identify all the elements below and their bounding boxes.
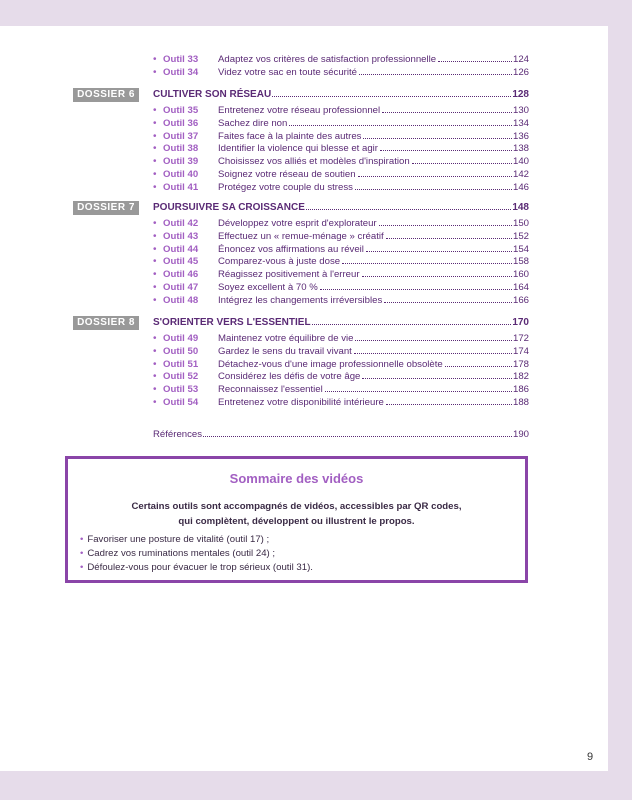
toc-entry[interactable] (0, 358, 608, 371)
toc-entry-line (218, 358, 529, 371)
dot-leader (355, 340, 512, 341)
tool-number: Outil 53 (163, 384, 199, 396)
tool-title: Sachez dire non (218, 117, 288, 129)
toc-entry-line (218, 53, 529, 66)
toc-entry-line (218, 104, 529, 117)
toc-entry[interactable] (0, 130, 608, 143)
toc-entry[interactable] (0, 383, 608, 396)
bullet-icon: • (153, 243, 157, 255)
dot-leader (412, 163, 512, 164)
page-ref: 182 (512, 371, 529, 383)
tool-number: Outil 43 (163, 230, 199, 242)
toc-entry[interactable] (0, 243, 608, 256)
tool-title: Intégrez les changements irréversibles (218, 294, 383, 306)
toc-entry[interactable] (0, 117, 608, 130)
dossier-label: DOSSIER 6 (73, 88, 139, 102)
dot-leader (386, 238, 512, 239)
references-title: Références (153, 429, 203, 440)
tool-title: Réagissez positivement à l'erreur (218, 269, 360, 281)
page-ref: 150 (512, 218, 529, 229)
tool-title: Choisissez vos alliés et modèles d'inspiration (218, 156, 410, 168)
bullet-icon: • (153, 66, 157, 78)
tool-title: Considérez les défis de votre âge (218, 371, 361, 383)
tool-number: Outil 35 (163, 105, 199, 116)
dossier-entry-line (153, 201, 529, 215)
tool-number: Outil 52 (163, 371, 199, 383)
page-ref: 142 (512, 169, 529, 180)
tool-number: Outil 54 (163, 397, 199, 408)
dot-leader (359, 74, 512, 75)
toc-entry-line (218, 396, 529, 409)
toc-entry[interactable] (0, 345, 608, 358)
video-list-item[interactable] (80, 533, 269, 546)
tool-title: Reconnaissez l'essentiel (218, 384, 323, 396)
dot-leader (272, 96, 511, 97)
dossier-header[interactable] (0, 315, 608, 331)
dossier-title: S'ORIENTER VERS L'ESSENTIEL (153, 317, 311, 328)
toc-entry-line (218, 383, 529, 396)
toc-entry-line (218, 230, 529, 243)
bullet-icon: • (153, 371, 157, 383)
toc-entry-line (218, 66, 529, 79)
bullet-icon: • (80, 562, 84, 573)
toc-entry-line (218, 268, 529, 281)
dot-leader (203, 436, 512, 437)
bullet-icon: • (153, 169, 157, 180)
page-ref: 126 (512, 66, 529, 78)
bullet-icon: • (153, 230, 157, 242)
dot-leader (306, 209, 511, 210)
bullet-icon: • (153, 181, 157, 193)
toc-entry-line (218, 370, 529, 383)
toc-entry-line (218, 155, 529, 168)
bullet-icon: • (80, 534, 84, 545)
page-ref: 164 (512, 282, 529, 293)
dot-leader (358, 176, 512, 177)
dot-leader (289, 125, 512, 126)
toc-entry-line (218, 168, 529, 181)
page-ref: 154 (512, 243, 529, 255)
dot-leader (342, 263, 512, 264)
bullet-icon: • (153, 384, 157, 396)
page-ref: 136 (512, 130, 529, 142)
bullet-icon: • (153, 269, 157, 281)
tool-number: Outil 37 (163, 130, 199, 142)
toc-entry[interactable] (0, 66, 608, 79)
references-entry[interactable] (153, 428, 529, 441)
video-intro-line-2: qui complètent, développent ou illustrent le propos. (178, 516, 415, 527)
dot-leader (362, 276, 512, 277)
tool-title: Adaptez vos critères de satisfaction professionnelle (218, 54, 437, 65)
page-ref: 138 (512, 143, 529, 155)
tool-number: Outil 39 (163, 156, 199, 168)
dot-leader (366, 251, 512, 252)
dossier-page: 170 (512, 317, 529, 328)
dossier-page: 128 (512, 89, 529, 100)
toc-entry-line (218, 217, 529, 230)
bullet-icon: • (153, 156, 157, 168)
dot-leader (363, 138, 512, 139)
bullet-icon: • (80, 548, 84, 559)
dot-leader (379, 225, 512, 226)
bullet-icon: • (153, 397, 157, 408)
toc-entry[interactable] (0, 294, 608, 307)
page-ref: 172 (512, 333, 529, 344)
dot-leader (320, 289, 512, 290)
tool-number: Outil 34 (163, 66, 199, 78)
page-ref: 130 (512, 105, 529, 116)
toc-entry[interactable] (0, 53, 608, 66)
dossier-label: DOSSIER 7 (73, 201, 139, 215)
dossier-title: POURSUIVRE SA CROISSANCE (153, 202, 305, 213)
page-ref: 124 (512, 54, 529, 65)
bullet-icon: • (153, 117, 157, 129)
page-ref: 134 (512, 117, 529, 129)
video-list-item[interactable] (80, 561, 313, 574)
tool-title: Entretenez votre disponibilité intérieure (218, 397, 384, 408)
toc-entry[interactable] (0, 255, 608, 268)
dossier-header[interactable] (0, 200, 608, 216)
page-ref: 178 (512, 358, 529, 370)
page-ref: 186 (512, 384, 529, 396)
bullet-icon: • (153, 358, 157, 370)
tool-number: Outil 33 (163, 54, 199, 65)
tool-title: Identifier la violence qui blesse et agir (218, 143, 378, 155)
tool-number: Outil 48 (163, 294, 199, 306)
toc-entry[interactable] (0, 230, 608, 243)
toc-entry-line (218, 345, 529, 358)
tool-title: Effectuez un « remue-ménage » créatif (218, 230, 384, 242)
tool-number: Outil 38 (163, 143, 199, 155)
dot-leader (380, 150, 512, 151)
tool-title: Protégez votre couple du stress (218, 181, 353, 193)
video-item-text: Cadrez vos ruminations mentales (outil 24) ; (87, 548, 276, 559)
dot-leader (384, 302, 512, 303)
page-ref: 158 (512, 256, 529, 268)
dot-leader (362, 378, 512, 379)
bullet-icon: • (153, 282, 157, 293)
toc-entry[interactable] (0, 396, 608, 409)
toc-entry[interactable] (0, 155, 608, 168)
tool-title: Développez votre esprit d'explorateur (218, 218, 377, 229)
dot-leader (325, 391, 512, 392)
toc-entry-line (218, 294, 529, 307)
bullet-icon: • (153, 54, 157, 65)
tool-number: Outil 50 (163, 345, 199, 357)
tool-title: Gardez le sens du travail vivant (218, 345, 352, 357)
video-intro-line-1: Certains outils sont accompagnés de vidéos, accessibles par QR codes, (131, 501, 462, 512)
tool-title: Détachez-vous d'une image professionnelle obsolète (218, 358, 443, 370)
toc-entry-line (218, 332, 529, 345)
page-ref: 152 (512, 230, 529, 242)
video-list-item[interactable] (80, 547, 275, 560)
toc-entry-line (218, 130, 529, 143)
dossier-entry-line (153, 316, 529, 330)
tool-number: Outil 45 (163, 256, 199, 268)
toc-entry[interactable] (0, 217, 608, 230)
tool-title: Maintenez votre équilibre de vie (218, 333, 354, 344)
bullet-icon: • (153, 333, 157, 344)
toc-entry[interactable] (0, 181, 608, 194)
toc-entry[interactable] (0, 370, 608, 383)
tool-number: Outil 42 (163, 218, 199, 229)
toc-entry-line (218, 281, 529, 294)
bullet-icon: • (153, 256, 157, 268)
video-item-text: Défoulez-vous pour évacuer le trop sérieux (outil 31). (87, 562, 313, 573)
tool-number: Outil 49 (163, 333, 199, 344)
tool-title: Soyez excellent à 70 % (218, 282, 318, 293)
toc-entry-line (218, 243, 529, 256)
tool-number: Outil 51 (163, 358, 199, 370)
page-ref: 140 (512, 156, 529, 168)
page-ref: 166 (512, 294, 529, 306)
dossier-page: 148 (512, 202, 529, 213)
tool-number: Outil 41 (163, 181, 199, 193)
bullet-icon: • (153, 218, 157, 229)
dossier-entry-line (153, 88, 529, 102)
dot-leader (355, 189, 512, 190)
dot-leader (312, 324, 512, 325)
tool-number: Outil 47 (163, 282, 199, 293)
toc-entry[interactable] (0, 332, 608, 345)
toc-entry[interactable] (0, 104, 608, 117)
dot-leader (354, 353, 512, 354)
tool-title: Videz votre sac en toute sécurité (218, 66, 358, 78)
page-ref: 146 (512, 181, 529, 193)
toc-entry[interactable] (0, 142, 608, 155)
toc-entry[interactable] (0, 268, 608, 281)
toc-entry[interactable] (0, 281, 608, 294)
tool-title: Faites face à la plainte des autres (218, 130, 362, 142)
dot-leader (438, 61, 512, 62)
page-number: 9 (587, 751, 594, 763)
bullet-icon: • (153, 294, 157, 306)
tool-number: Outil 36 (163, 117, 199, 129)
tool-title: Entretenez votre réseau professionnel (218, 105, 381, 116)
tool-title: Comparez-vous à juste dose (218, 256, 341, 268)
video-summary-box (65, 456, 528, 583)
toc-entry-line (218, 142, 529, 155)
dot-leader (386, 404, 512, 405)
dossier-title: CULTIVER SON RÉSEAU (153, 89, 272, 100)
bullet-icon: • (153, 143, 157, 155)
tool-number: Outil 44 (163, 243, 199, 255)
tool-number: Outil 46 (163, 269, 199, 281)
bullet-icon: • (153, 105, 157, 116)
page-ref: 160 (512, 269, 529, 281)
toc-entry-line (218, 181, 529, 194)
bullet-icon: • (153, 130, 157, 142)
tool-number: Outil 40 (163, 169, 199, 180)
references-page: 190 (512, 429, 529, 440)
tool-title: Soignez votre réseau de soutien (218, 169, 356, 180)
dossier-header[interactable] (0, 87, 608, 103)
toc-entry-line (218, 117, 529, 130)
bullet-icon: • (153, 345, 157, 357)
dot-leader (382, 112, 512, 113)
page-ref: 174 (512, 345, 529, 357)
tool-title: Énoncez vos affirmations au réveil (218, 243, 364, 255)
video-item-text: Favoriser une posture de vitalité (outil 17) ; (87, 534, 270, 545)
video-summary-intro (68, 499, 525, 529)
toc-entry[interactable] (0, 168, 608, 181)
toc-entry-line (218, 255, 529, 268)
dossier-label: DOSSIER 8 (73, 316, 139, 330)
page-ref: 188 (512, 397, 529, 408)
video-summary-title: Sommaire des vidéos (229, 471, 364, 486)
dot-leader (445, 366, 512, 367)
